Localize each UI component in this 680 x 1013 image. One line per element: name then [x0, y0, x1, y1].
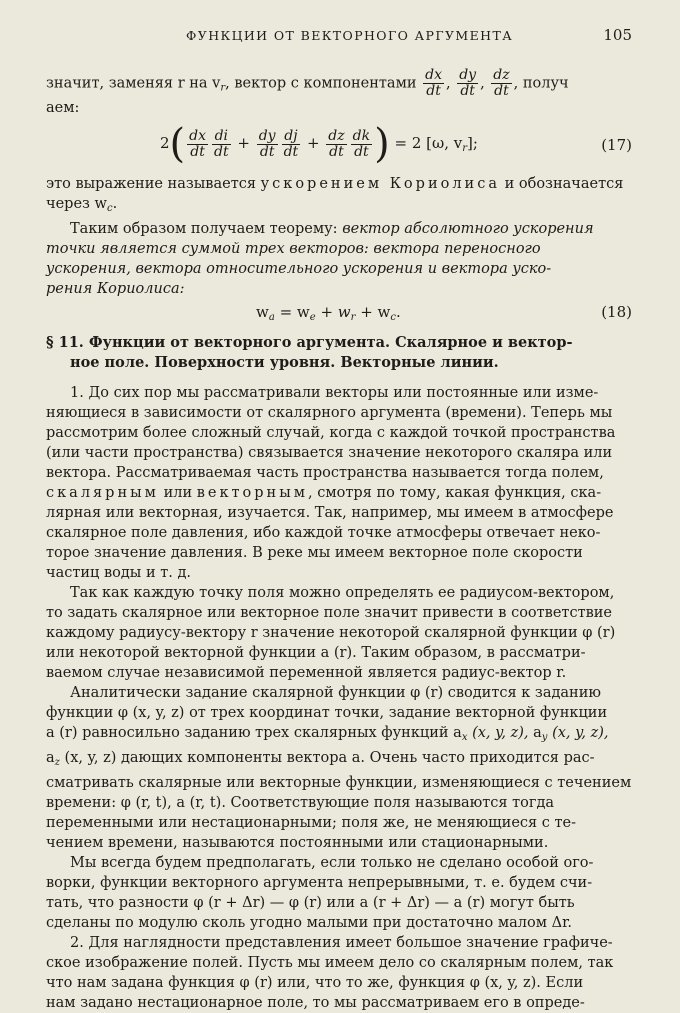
para1-line: рассмотрим более сложный случай, когда с каждой точкой пространства [46, 425, 616, 441]
term-scalar: скалярным [46, 485, 159, 501]
para4-line: Мы всегда будем предполагать, если только не сделано особой ого- [70, 855, 594, 871]
intro-line-1: значит, заменяя r на $v_r$, вектор с компонентами $\frac{dx}{dt}$ , $\frac{dy}{dt}$ , $\frac{dz}{dt}$ , получ [46, 67, 569, 99]
para4-line: ворки, функции векторного аргумента непрерывными, т. е. будем счи- [46, 875, 593, 891]
term-or: или [163, 485, 193, 501]
para3-line: сматривать скалярные или векторные функции, изменяющиеся с течением [46, 775, 632, 791]
para3-line: времени: φ (r, t), a (r, t). Соответствующие поля называются тогда [46, 795, 555, 811]
para1-line: (или части пространства) связывается значение некоторого скаляра или [46, 445, 613, 461]
para1-line: вектора. Рассматриваемая часть пространства называется тогда полем, [46, 465, 604, 481]
para2-line: или некоторой векторной функции a (r). Таким образом, в рассматри- [46, 645, 586, 661]
eq17-rhs-end: ]; [467, 134, 478, 152]
section-heading-line-1: § 11. Функции от векторного аргумента. Скалярное и вектор- [46, 334, 573, 351]
para4-line: сделаны по модулю сколь угодно малыми при достаточно малом Δr. [46, 915, 573, 931]
para2-line: ваемом случае независимой переменной является радиус-вектор r. [46, 665, 567, 681]
coriolis-line-2: через $w_c$. [46, 196, 118, 214]
para1-line: 1. До сих пор мы рассматривали векторы или постоянные или изме- [70, 385, 599, 401]
para3-line: переменными или нестационарными; поля же, не меняющиеся с те- [46, 815, 577, 831]
para1-line-terms [46, 483, 632, 503]
coriolis-line-1 [46, 174, 632, 194]
para3-line-3-text: a (r) равносильно заданию трех скалярных функций a [46, 725, 462, 741]
para4-line: тать, что разности φ (r + Δr) — φ (r) или a (r + Δr) — a (r) могут быть [46, 895, 575, 911]
equation-18-number: (18) [601, 303, 632, 321]
eq17-frac-5: $\frac{dz}{dt}$ [328, 127, 345, 160]
para3-line: a (r) равносильно заданию трех скалярных функций $a_x$ (x, y, z), $a_y$ (x, y, z), [46, 725, 609, 743]
term-rest: , смотря по тому, какая функция, ска- [308, 485, 602, 501]
intro-text-c: , получ [513, 75, 569, 92]
equation-17-number: (17) [601, 136, 632, 154]
term-vector: векторным [196, 485, 309, 501]
page-number: 105 [603, 26, 632, 44]
para5-line: 2. Для наглядности представления имеет большое значение графиче- [70, 935, 613, 951]
para1-line: торое значение давления. В реке мы имеем векторное поле скорости [46, 545, 583, 561]
theorem-line-3: ускорения, вектора относительного ускорения и вектора уско- [46, 261, 552, 277]
eq17-rhs: = 2 [ω, v [394, 134, 463, 152]
para2-line: Так как каждую точку поля можно определять ее радиусом-вектором, [70, 585, 615, 601]
eq17-frac-6: $\frac{dk}{dt}$ [352, 127, 371, 160]
eq17-coef: 2 [160, 134, 170, 152]
frac-dz-dt: $\frac{dz}{dt}$ [493, 67, 510, 99]
running-header [46, 22, 632, 46]
eq18-w: w [256, 303, 269, 321]
para5-line: ское изображение полей. Пусть мы имеем дело со скалярным полем, так [46, 955, 614, 971]
equation-17 [46, 118, 632, 170]
frac-dx-dt: $\frac{dx}{dt}$ [425, 67, 442, 99]
section-heading-line-2: ное поле. Поверхности уровня. Векторные линии. [70, 354, 499, 371]
intro-text-b: , вектор с компонентами [225, 75, 417, 92]
coriolis-term: ускорением Кориолиса [260, 176, 500, 192]
intro-line-2: аем: [46, 100, 80, 116]
para1-line: частиц воды и т. д. [46, 565, 191, 581]
para2-line: каждому радиусу-вектору r значение некоторой скалярной функции φ (r) [46, 625, 616, 641]
frac-dy-dt: $\frac{dy}{dt}$ [459, 67, 477, 99]
para5-line: что нам задана функция φ (r) или, что то же, функция φ (x, y, z). Если [46, 975, 584, 991]
para1-line: лярная или векторная, изучается. Так, например, мы имеем в атмосфере [46, 505, 614, 521]
theorem-line-1 [46, 219, 632, 239]
para2-line: то задать скалярное или векторное поле значит привести в соответствие [46, 605, 612, 621]
eq17-frac-4: $\frac{dj}{dt}$ [283, 127, 299, 160]
intro-text-a: значит, заменяя r на v [46, 75, 221, 92]
para3-line: функции φ (x, y, z) от трех координат точки, задание векторной функции [46, 705, 608, 721]
eq17-frac-1: $\frac{dx}{dt}$ [189, 127, 207, 160]
equation-17-body: 2( $\frac{dx}{dt}$ $\frac{di}{dt}$ + $\frac{dy}{dt}$ $\frac{dj}{dt}$ + $\frac{dz}{dt}$ $\frac{dk}{dt}$ ) = 2 [ω, $v_r$]; [160, 121, 478, 167]
eq17-frac-2: $\frac{di}{dt}$ [214, 127, 229, 160]
para1-line: скалярное поле давления, ибо каждой точке атмосферы отвечает неко- [46, 525, 601, 541]
coriolis-text-c: и обозначается [504, 176, 624, 192]
equation-18-body: $w_a = w_e + w_r + w_c$. [256, 303, 401, 323]
coriolis-text-a: это выражение называется [46, 176, 256, 192]
para1-line: няющиеся в зависимости от скалярного аргумента (времени). Теперь мы [46, 405, 613, 421]
header-title: ФУНКЦИИ ОТ ВЕКТОРНОГО АРГУМЕНТА [186, 28, 514, 43]
theorem-line-4: рения Кориолиса: [46, 281, 185, 297]
para3-line: $a_z$ (x, y, z) дающих компоненты вектора a. Очень часто приходится рас- [46, 750, 595, 768]
theorem-text-b: вектор абсолютного ускорения [342, 221, 594, 237]
theorem-text-a: Таким образом получаем теорему: [70, 221, 338, 237]
para5-line: нам задано нестационарное поле, то мы рассматриваем его в опреде- [46, 995, 585, 1011]
para3-line-4-text: (x, y, z) дающих компоненты вектора a. Очень часто приходится рас- [64, 750, 595, 766]
equation-18 [46, 299, 632, 325]
para3-line: чением времени, называются постоянными или стационарными. [46, 835, 549, 851]
coriolis-text-l2: через w [46, 196, 107, 212]
para3-line: Аналитически задание скалярной функции φ (r) сводится к заданию [70, 685, 601, 701]
section-heading [46, 333, 632, 373]
eq17-frac-3: $\frac{dy}{dt}$ [258, 127, 276, 160]
theorem-line-2: точки является суммой трех векторов: вектора переносного [46, 241, 541, 257]
